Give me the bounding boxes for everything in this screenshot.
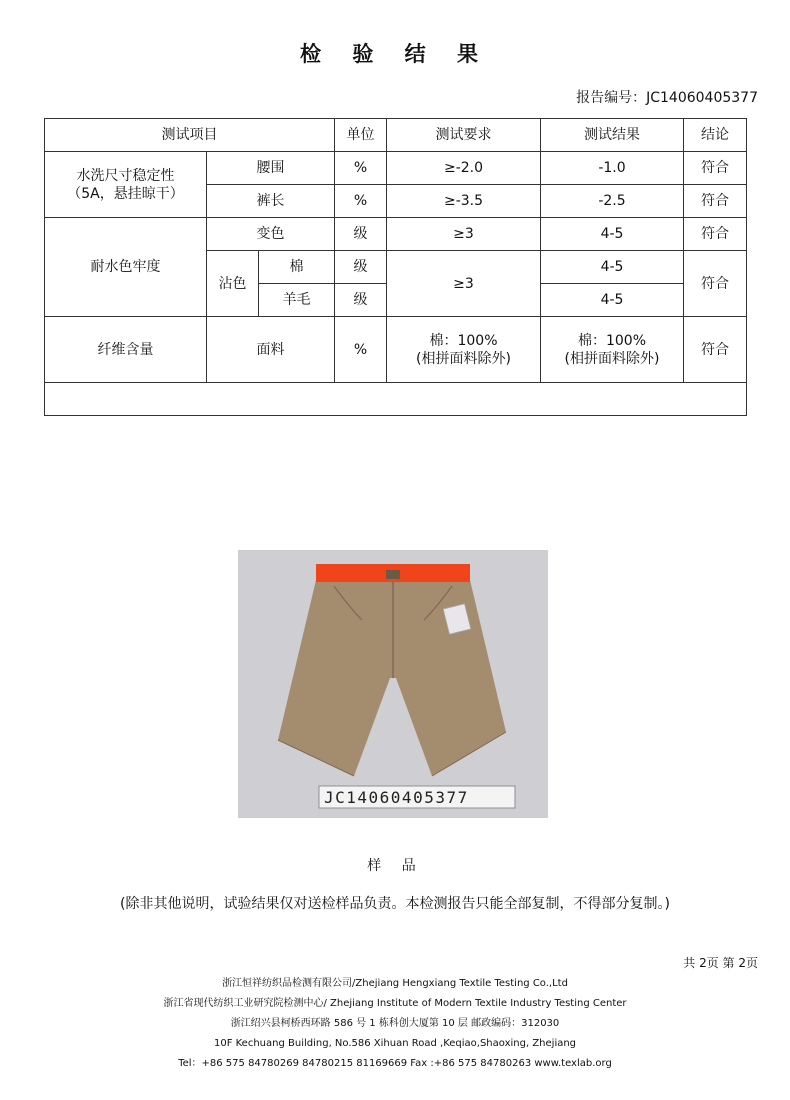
length-requirement: ≥-3.5: [387, 185, 541, 218]
report-number: 报告编号：JC14060405377: [576, 90, 758, 106]
fiber-requirement-line1: 棉：100%: [429, 332, 498, 349]
sample-photo: [238, 550, 548, 818]
length-unit: %: [335, 185, 387, 218]
footer-company: 浙江恒祥纺织品检测有限公司/Zhejiang Hengxiang Textile Testing Co.,Ltd: [222, 978, 568, 989]
footer-address-en: 10F Kechuang Building, No.586 Xihuan Road ,Keqiao,Shaoxing, Zhejiang: [213, 1038, 577, 1049]
footer: [0, 974, 790, 1074]
fiber-result-line1: 棉：100%: [577, 332, 647, 349]
colorfastness-name: 耐水色牢度: [45, 218, 207, 317]
staining-cotton-unit: 级: [335, 251, 387, 284]
waist-label: 腰围: [207, 152, 335, 185]
report-title: 检 验 结 果: [300, 42, 490, 66]
staining-wool-result: 4-5: [541, 284, 684, 317]
shorts-image: [238, 550, 548, 818]
page-number: 共 2页 第 2页: [683, 956, 758, 970]
fiber-result: [541, 317, 684, 383]
length-label: 裤长: [207, 185, 335, 218]
row-waist: [45, 152, 747, 185]
staining-requirement: ≥3: [387, 251, 541, 317]
dimensional-stability-condition: （5A，悬挂晾干）: [67, 185, 184, 202]
staining-cotton-label: 棉: [259, 251, 335, 284]
color-change-result: 4-5: [541, 218, 684, 251]
fiber-requirement-line2: (相拼面料除外): [416, 350, 511, 367]
dimensional-stability-cell: [45, 152, 207, 218]
header-row: [45, 119, 747, 152]
row-sample-photo: [45, 383, 747, 416]
staining-cotton-result: 4-5: [541, 251, 684, 284]
staining-wool-label: 羊毛: [259, 284, 335, 317]
staining-label: 沾色: [207, 251, 259, 317]
length-conclusion: 符合: [684, 185, 747, 218]
color-change-unit: 级: [335, 218, 387, 251]
footer-institute: 浙江省现代纺织工业研究院检测中心/ Zhejiang Institute of Modern Textile Industry Testing Center: [163, 998, 627, 1009]
fiber-conclusion: 符合: [684, 317, 747, 383]
length-result: -2.5: [541, 185, 684, 218]
staining-conclusion: 符合: [684, 251, 747, 317]
footer-contact: Tel：+86 575 84780269 84780215 81169669 Fax :+86 575 84780263 www.texlab.org: [178, 1058, 612, 1069]
waist-requirement: ≥-2.0: [387, 152, 541, 185]
header-requirement: 测试要求: [387, 119, 541, 152]
color-change-label: 变色: [207, 218, 335, 251]
disclaimer-note: (除非其他说明，试验结果仅对送检样品负责。本检测报告只能全部复制，不得部分复制。): [120, 896, 670, 912]
waist-conclusion: 符合: [684, 152, 747, 185]
sample-photo-cell: [45, 383, 747, 874]
staining-wool-unit: 级: [335, 284, 387, 317]
fiber-requirement: [387, 317, 541, 383]
color-change-conclusion: 符合: [684, 218, 747, 251]
fiber-part: 面料: [207, 317, 335, 383]
fiber-unit: %: [335, 317, 387, 383]
header-result: 测试结果: [541, 119, 684, 152]
sample-tag-text: JC14060405377: [324, 788, 469, 807]
waist-result: -1.0: [541, 152, 684, 185]
sample-caption: 样 品: [367, 858, 424, 874]
footer-address-cn: 浙江绍兴县柯桥西环路 586 号 1 栋科创大厦第 10 层 邮政编码：312030: [230, 1018, 560, 1029]
results-table: [44, 118, 747, 874]
fiber-result-line2: (相拼面料除外): [564, 350, 660, 367]
header-unit: 单位: [335, 119, 387, 152]
waist-unit: %: [335, 152, 387, 185]
row-color-change: [45, 218, 747, 251]
dimensional-stability-name: 水洗尺寸稳定性: [76, 167, 175, 184]
fiber-content-name: 纤维含量: [45, 317, 207, 383]
header-conclusion: 结论: [684, 119, 747, 152]
row-fiber-content: [45, 317, 747, 383]
header-item: 测试项目: [45, 119, 335, 152]
color-change-requirement: ≥3: [387, 218, 541, 251]
